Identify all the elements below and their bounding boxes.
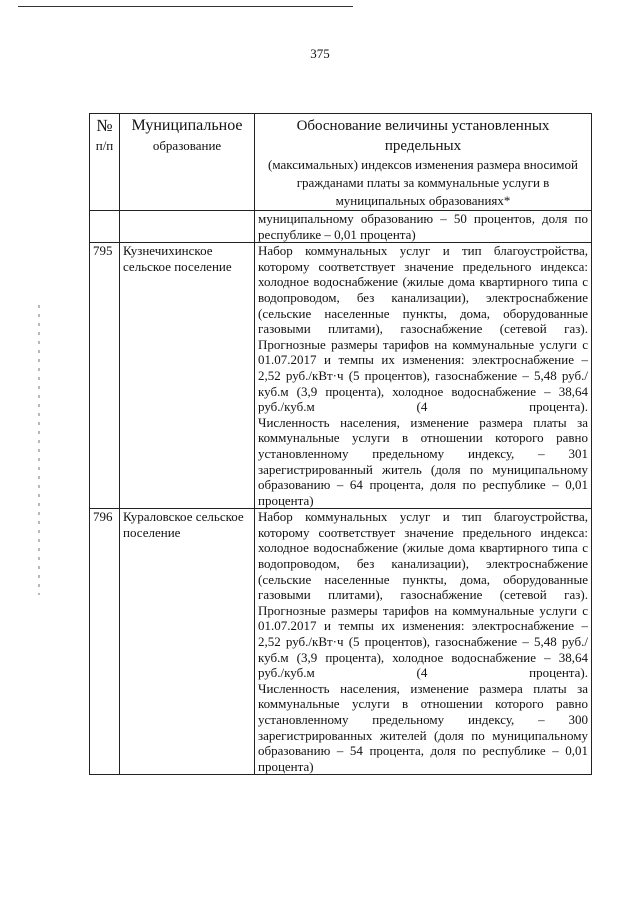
row-paragraph: Набор коммунальных услуг и тип благоустройства, которому соответствует значение предельного индекса: холодное водоснабжение (жилые дома квартирного типа с водопроводом, без канализации), электроснабжение (сельские населенные пункты, дома, оборудованные газовыми плитами), газоснабжение (сетевой газ). [258,243,588,337]
header-justification-rest: (максимальных) индексов изменения размера вносимой гражданами платы за коммунальные услуги в муниципальных образованиях* [268,157,578,208]
continuation-text: муниципальному образованию – 50 процентов, доля по республике – 0,01 процента) [258,211,588,242]
table-header-row [90,114,592,211]
row-municipality: Кураловское сельское поселение [120,509,255,775]
row-justification [255,243,592,509]
row-paragraph: Численность населения, изменение размера платы за коммунальные услуги в отношении которого равно установленному предельному индексу, – 300 зарегистрированных жителей (доля по муниципальному образованию – 54 процента, доля по республике – 0,01 процента) [258,680,588,774]
header-justification-cell [255,114,592,211]
continuation-text-cell [255,211,592,243]
row-municipality: Кузнечихинское сельское поселение [120,243,255,509]
header-justification-line1: Обоснование величины установленных предельных [296,118,550,154]
header-municipality-line2: образование [152,138,222,153]
row-justification [255,509,592,775]
continuation-municipality-cell [120,211,255,243]
header-number-symbol: № [96,116,113,135]
row-paragraph: Прогнозные размеры тарифов на коммунальные услуги с 01.07.2017 и темпы их изменения: электроснабжение – 2,52 руб./кВт·ч (5 процентов), газоснабжение – 5,48 руб./куб.м (3,9 процента), холодное водоснабжение – 38,64 руб./куб.м (4 процента). [258,336,588,415]
row-paragraph: Набор коммунальных услуг и тип благоустройства, которому соответствует значение предельного индекса: холодное водоснабжение (жилые дома квартирного типа с водопроводом, без канализации), электроснабжение (сельские населенные пункты, дома, оборудованные газовыми плитами), газоснабжение (сетевой газ). [258,509,588,603]
row-number: 796 [90,509,120,775]
tariff-index-table [89,113,592,775]
row-paragraph: Прогнозные размеры тарифов на коммунальные услуги с 01.07.2017 и темпы их изменения: электроснабжение – 2,52 руб./кВт·ч (5 процентов), газоснабжение – 5,48 руб./куб.м (3,9 процента), холодное водоснабжение – 38,64 руб./куб.м (4 процента). [258,602,588,681]
row-number: 795 [90,243,120,509]
header-municipality-cell [120,114,255,211]
continuation-row [90,211,592,243]
continuation-number-cell [90,211,120,243]
scan-margin-marks [38,305,40,595]
row-paragraph: Численность населения, изменение размера платы за коммунальные услуги в отношении которого равно установленному предельному индексу, – 301 зарегистрированный житель (доля по муниципальному образованию – 64 процента, доля по республике – 0,01 процента) [258,414,588,508]
header-number-cell [90,114,120,211]
page-number: 375 [310,46,330,61]
header-number-sub: п/п [95,138,114,153]
table-row [90,243,592,509]
table-row [90,509,592,775]
top-rule [18,6,353,7]
header-municipality-line1: Муниципальное [131,117,243,134]
